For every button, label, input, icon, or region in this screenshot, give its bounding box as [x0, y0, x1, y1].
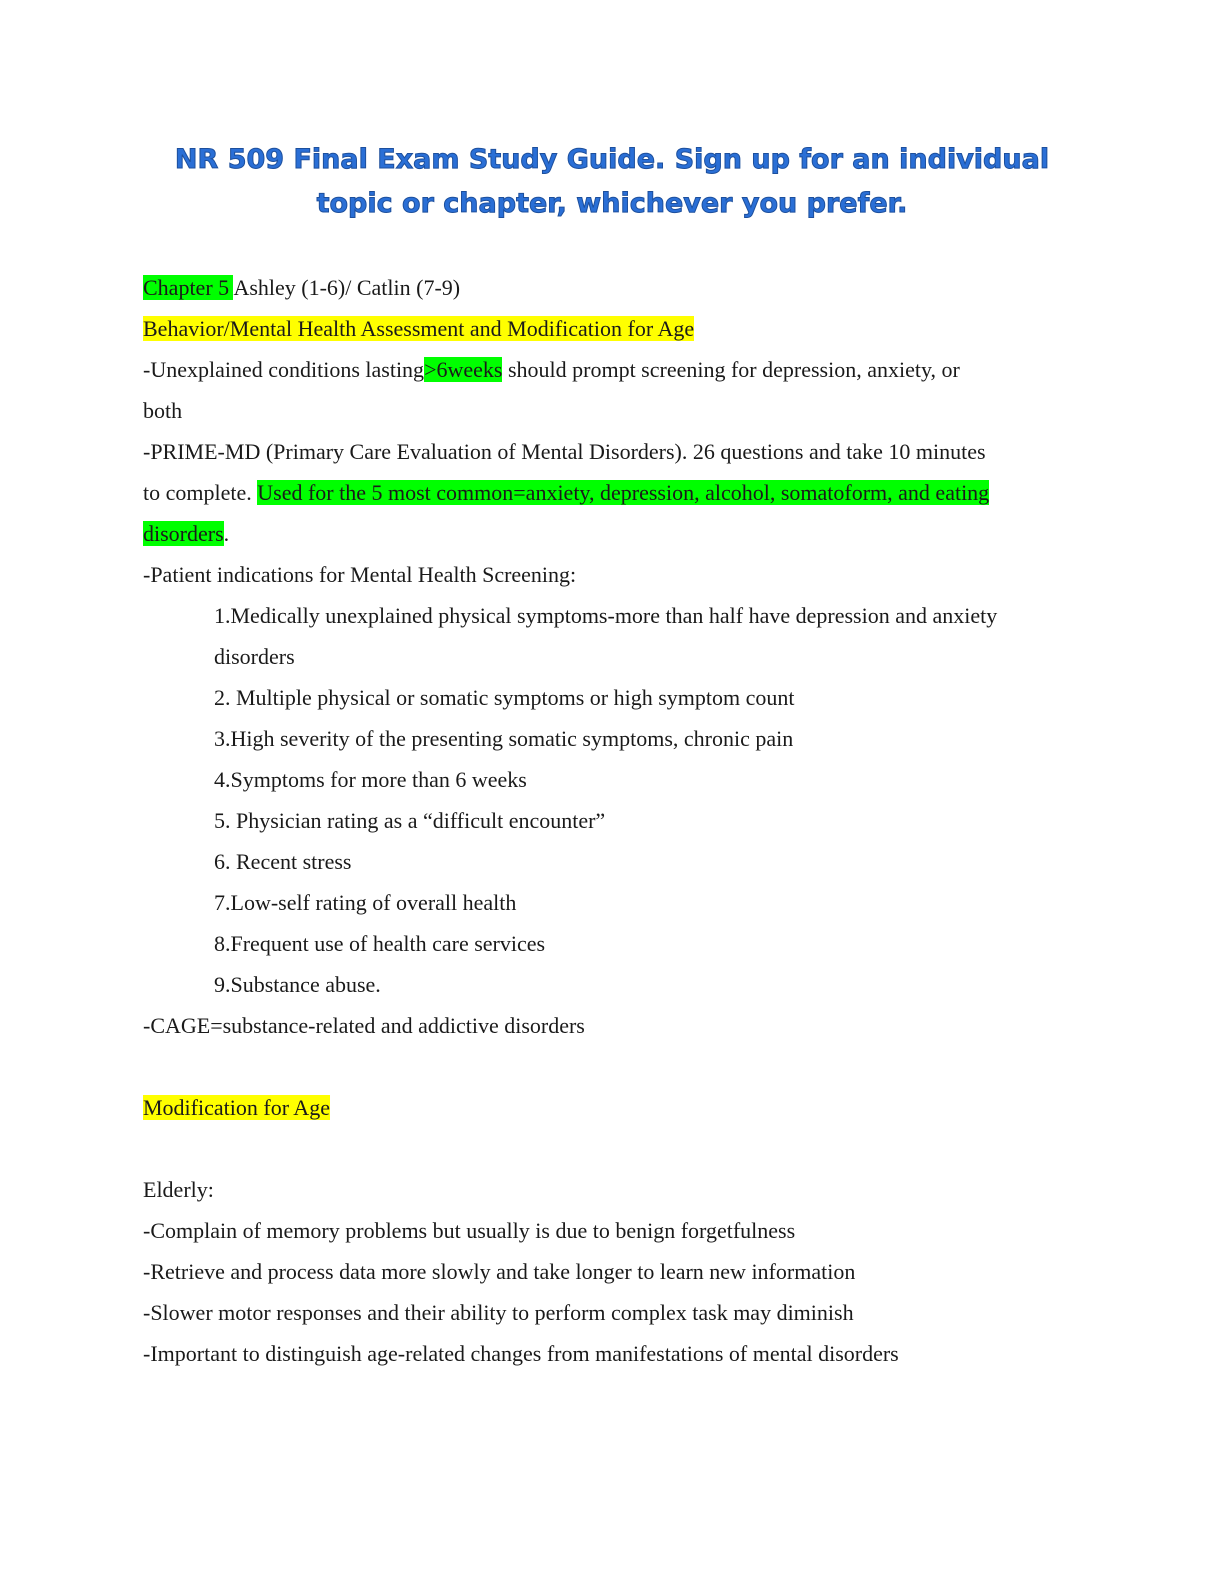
- indication-item: disorders: [214, 644, 295, 669]
- indication-item: 7.Low-self rating of overall health: [214, 890, 517, 915]
- highlight-five-most-common: Used for the 5 most common=anxiety, depression, alcohol, somatoform, and eating: [257, 480, 990, 505]
- elderly-label: Elderly:: [143, 1177, 214, 1202]
- highlight-6weeks: >6weeks: [424, 357, 503, 382]
- title-line-2: topic or chapter, whichever you prefer.: [316, 188, 908, 219]
- paragraph-prime-md-line3: [143, 513, 1073, 554]
- spacer: [143, 1046, 1073, 1087]
- indication-item: 5. Physician rating as a “difficult encounter”: [214, 808, 606, 833]
- prime-md-complete-text: to complete.: [143, 480, 258, 505]
- indication-item: 6. Recent stress: [214, 849, 352, 874]
- paragraph-unexplained-cont: both: [143, 398, 183, 423]
- paragraph-unexplained-rest: should prompt screening for depression, anxiety, or: [502, 357, 960, 382]
- section-heading-modification: [143, 1087, 1073, 1128]
- cage-line: -CAGE=substance-related and addictive disorders: [143, 1013, 585, 1038]
- paragraph-unexplained-text: -Unexplained conditions lasting: [143, 357, 425, 382]
- paragraph-unexplained: [143, 349, 1073, 390]
- prime-md-period: .: [223, 521, 230, 546]
- elderly-item: -Slower motor responses and their ability to perform complex task may diminish: [143, 1300, 854, 1325]
- paragraph-prime-md-line2: [143, 472, 1073, 513]
- document-body: [143, 267, 1073, 1374]
- indications-heading: -Patient indications for Mental Health Screening:: [143, 562, 577, 587]
- highlight-disorders: disorders: [143, 521, 224, 546]
- document-title: [143, 138, 1081, 226]
- section-heading-modification-text: Modification for Age: [143, 1095, 330, 1120]
- indication-item: 9.Substance abuse.: [214, 972, 381, 997]
- indication-item: 2. Multiple physical or somatic symptoms or high symptom count: [214, 685, 795, 710]
- chapter-assignees: Ashley (1-6)/ Catlin (7-9): [233, 275, 461, 300]
- elderly-item: -Complain of memory problems but usually is due to benign forgetfulness: [143, 1218, 796, 1243]
- indication-item: 8.Frequent use of health care services: [214, 931, 546, 956]
- spacer: [143, 1128, 1073, 1169]
- elderly-item: -Retrieve and process data more slowly and take longer to learn new information: [143, 1259, 856, 1284]
- title-line-1: NR 509 Final Exam Study Guide. Sign up for an individual: [174, 144, 1050, 175]
- indication-item: 4.Symptoms for more than 6 weeks: [214, 767, 527, 792]
- chapter-label: Chapter 5: [143, 275, 234, 300]
- section-heading-behavior-text: Behavior/Mental Health Assessment and Modification for Age: [143, 316, 695, 341]
- elderly-item: -Important to distinguish age-related changes from manifestations of mental disorders: [143, 1341, 899, 1366]
- section-heading-behavior: [143, 308, 1073, 349]
- indication-item: 1.Medically unexplained physical symptoms-more than half have depression and anxiety: [214, 603, 998, 628]
- indication-item: 3.High severity of the presenting somatic symptoms, chronic pain: [214, 726, 794, 751]
- chapter-header: [143, 267, 1073, 308]
- paragraph-prime-md: -PRIME-MD (Primary Care Evaluation of Mental Disorders). 26 questions and take 10 minutes: [143, 439, 986, 464]
